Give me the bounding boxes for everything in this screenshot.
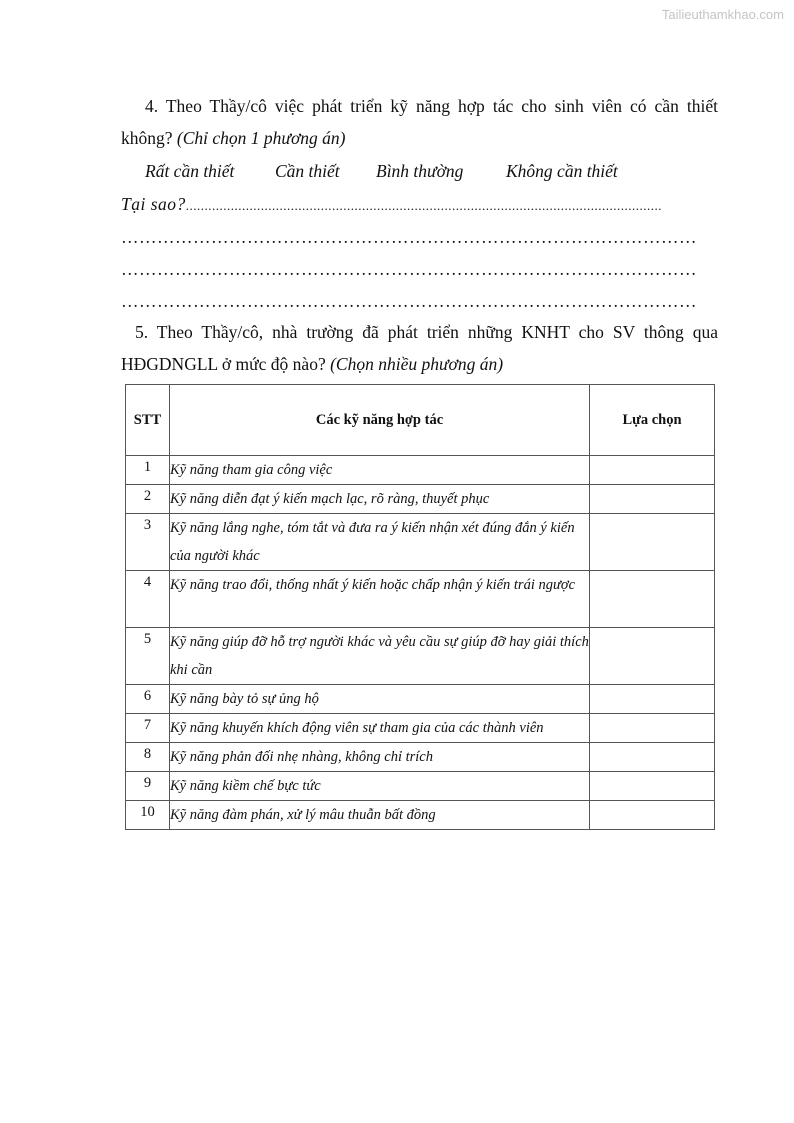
row-choice-cell[interactable] [590, 456, 715, 485]
row-number: 7 [126, 714, 170, 743]
header-stt: STT [126, 385, 170, 456]
table-row [126, 801, 715, 830]
row-choice-cell[interactable] [590, 743, 715, 772]
row-number: 6 [126, 685, 170, 714]
q5-line2-prefix: HĐGDNGLL ở mức độ nào? [121, 354, 326, 374]
q4-why-line [121, 193, 718, 217]
table-row [126, 628, 715, 685]
row-number: 3 [126, 514, 170, 571]
row-number: 8 [126, 743, 170, 772]
row-skill: Kỹ năng giúp đỡ hỗ trợ người khác và yêu cầu sự giúp đỡ hay giải thích khi cần [170, 628, 590, 685]
table-row [126, 743, 715, 772]
row-skill: Kỹ năng tham gia công việc [170, 456, 590, 485]
q5-line2 [121, 353, 718, 375]
row-number: 5 [126, 628, 170, 685]
header-choice: Lựa chọn [590, 385, 715, 456]
row-choice-cell[interactable] [590, 571, 715, 628]
row-choice-cell[interactable] [590, 628, 715, 685]
q4-why-label: Tại sao? [121, 194, 186, 214]
answer-dots-line[interactable]: …………………………………………………………………………………… [121, 227, 697, 247]
table-row [126, 571, 715, 628]
q4-options [121, 160, 718, 182]
q4-line2-prefix: không? [121, 128, 173, 148]
table-header-row [126, 385, 715, 456]
watermark-text: Tailieuthamkhao.com [661, 7, 784, 22]
q4-option-1[interactable]: Rất cần thiết [145, 161, 235, 181]
table-row [126, 685, 715, 714]
row-choice-cell[interactable] [590, 514, 715, 571]
row-choice-cell[interactable] [590, 485, 715, 514]
row-skill: Kỹ năng khuyến khích động viên sự tham gia của các thành viên [170, 714, 590, 743]
skills-table [125, 384, 715, 830]
row-number: 2 [126, 485, 170, 514]
q4-line2 [121, 127, 718, 149]
row-number: 1 [126, 456, 170, 485]
q4-line2-note: (Chỉ chọn 1 phương án) [176, 128, 346, 148]
table-row [126, 714, 715, 743]
table-row [126, 485, 715, 514]
answer-dots-line[interactable]: …………………………………………………………………………………… [121, 291, 697, 311]
q4-option-3[interactable]: Bình thường [376, 161, 464, 181]
table-row [126, 456, 715, 485]
row-skill: Kỹ năng trao đổi, thống nhất ý kiến hoặc chấp nhận ý kiến trái ngược [170, 571, 590, 628]
q5-line1: 5. Theo Thầy/cô, nhà trường đã phát triển những KNHT cho SV thông qua [135, 322, 718, 342]
row-skill: Kỹ năng kiềm chế bực tức [170, 772, 590, 801]
row-skill: Kỹ năng phản đối nhẹ nhàng, không chỉ trích [170, 743, 590, 772]
q4-option-2[interactable]: Cần thiết [275, 161, 340, 181]
row-skill: Kỹ năng đàm phán, xử lý mâu thuẫn bất đồng [170, 801, 590, 830]
q5-line2-note: (Chọn nhiều phương án) [330, 354, 504, 374]
q4-why-dots[interactable]: ............................................................................................................................... [185, 198, 663, 213]
row-number: 10 [126, 801, 170, 830]
row-skill: Kỹ năng lắng nghe, tóm tắt và đưa ra ý kiến nhận xét đúng đắn ý kiến của người khác [170, 514, 590, 571]
header-skill: Các kỹ năng hợp tác [170, 385, 590, 456]
q4-option-4[interactable]: Không cần thiết [506, 161, 618, 181]
row-skill: Kỹ năng diễn đạt ý kiến mạch lạc, rõ ràng, thuyết phục [170, 485, 590, 514]
row-choice-cell[interactable] [590, 801, 715, 830]
table-row [126, 772, 715, 801]
row-number: 9 [126, 772, 170, 801]
row-skill: Kỹ năng bày tỏ sự ủng hộ [170, 685, 590, 714]
row-choice-cell[interactable] [590, 685, 715, 714]
table-row [126, 514, 715, 571]
row-choice-cell[interactable] [590, 772, 715, 801]
answer-dots-line[interactable]: …………………………………………………………………………………… [121, 259, 697, 279]
q4-line1: 4. Theo Thầy/cô việc phát triển kỹ năng hợp tác cho sinh viên có cần thiết [145, 96, 718, 116]
row-choice-cell[interactable] [590, 714, 715, 743]
row-number: 4 [126, 571, 170, 628]
